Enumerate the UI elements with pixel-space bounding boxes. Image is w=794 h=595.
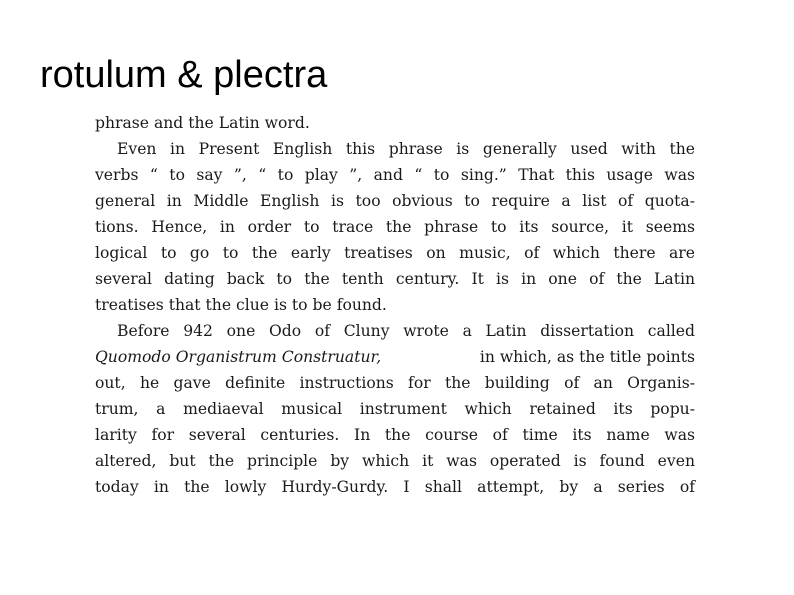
text-line: several dating back to the tenth century. It is in one of the Latin [95, 270, 695, 288]
text-line [95, 344, 695, 370]
text-line: larity for several centuries. In the course of time its name was [95, 426, 695, 444]
text-line: treatises that the clue is to be found. [95, 296, 387, 314]
text-line: verbs “ to say ”, “ to play ”, and “ to sing.” That this usage was [95, 166, 695, 184]
text-line: altered, but the principle by which it was operated is found even [95, 452, 695, 470]
text-line: tions. Hence, in order to trace the phrase to its source, it seems [95, 218, 695, 236]
text-line-continuation: in which, as the title points [479, 348, 695, 366]
treatise-title: Quomodo Organistrum Construatur, [95, 348, 382, 366]
text-line: Even in Present English this phrase is generally used with the [117, 140, 695, 158]
scanned-page-excerpt [95, 116, 700, 500]
text-line: out, he gave definite instructions for the building of an Organis- [95, 374, 695, 392]
text-line: today in the lowly Hurdy-Gurdy. I shall attempt, by a series of [95, 478, 695, 496]
slide-title: rotulum & plectra [40, 54, 328, 96]
text-line: phrase and the Latin word. [95, 116, 310, 132]
text-line: logical to go to the early treatises on music, of which there are [95, 244, 695, 262]
text-line: general in Middle English is too obvious to require a list of quota- [95, 192, 695, 210]
text-line: Before 942 one Odo of Cluny wrote a Latin dissertation called [117, 322, 695, 340]
text-line: trum, a mediaeval musical instrument which retained its popu- [95, 400, 695, 418]
